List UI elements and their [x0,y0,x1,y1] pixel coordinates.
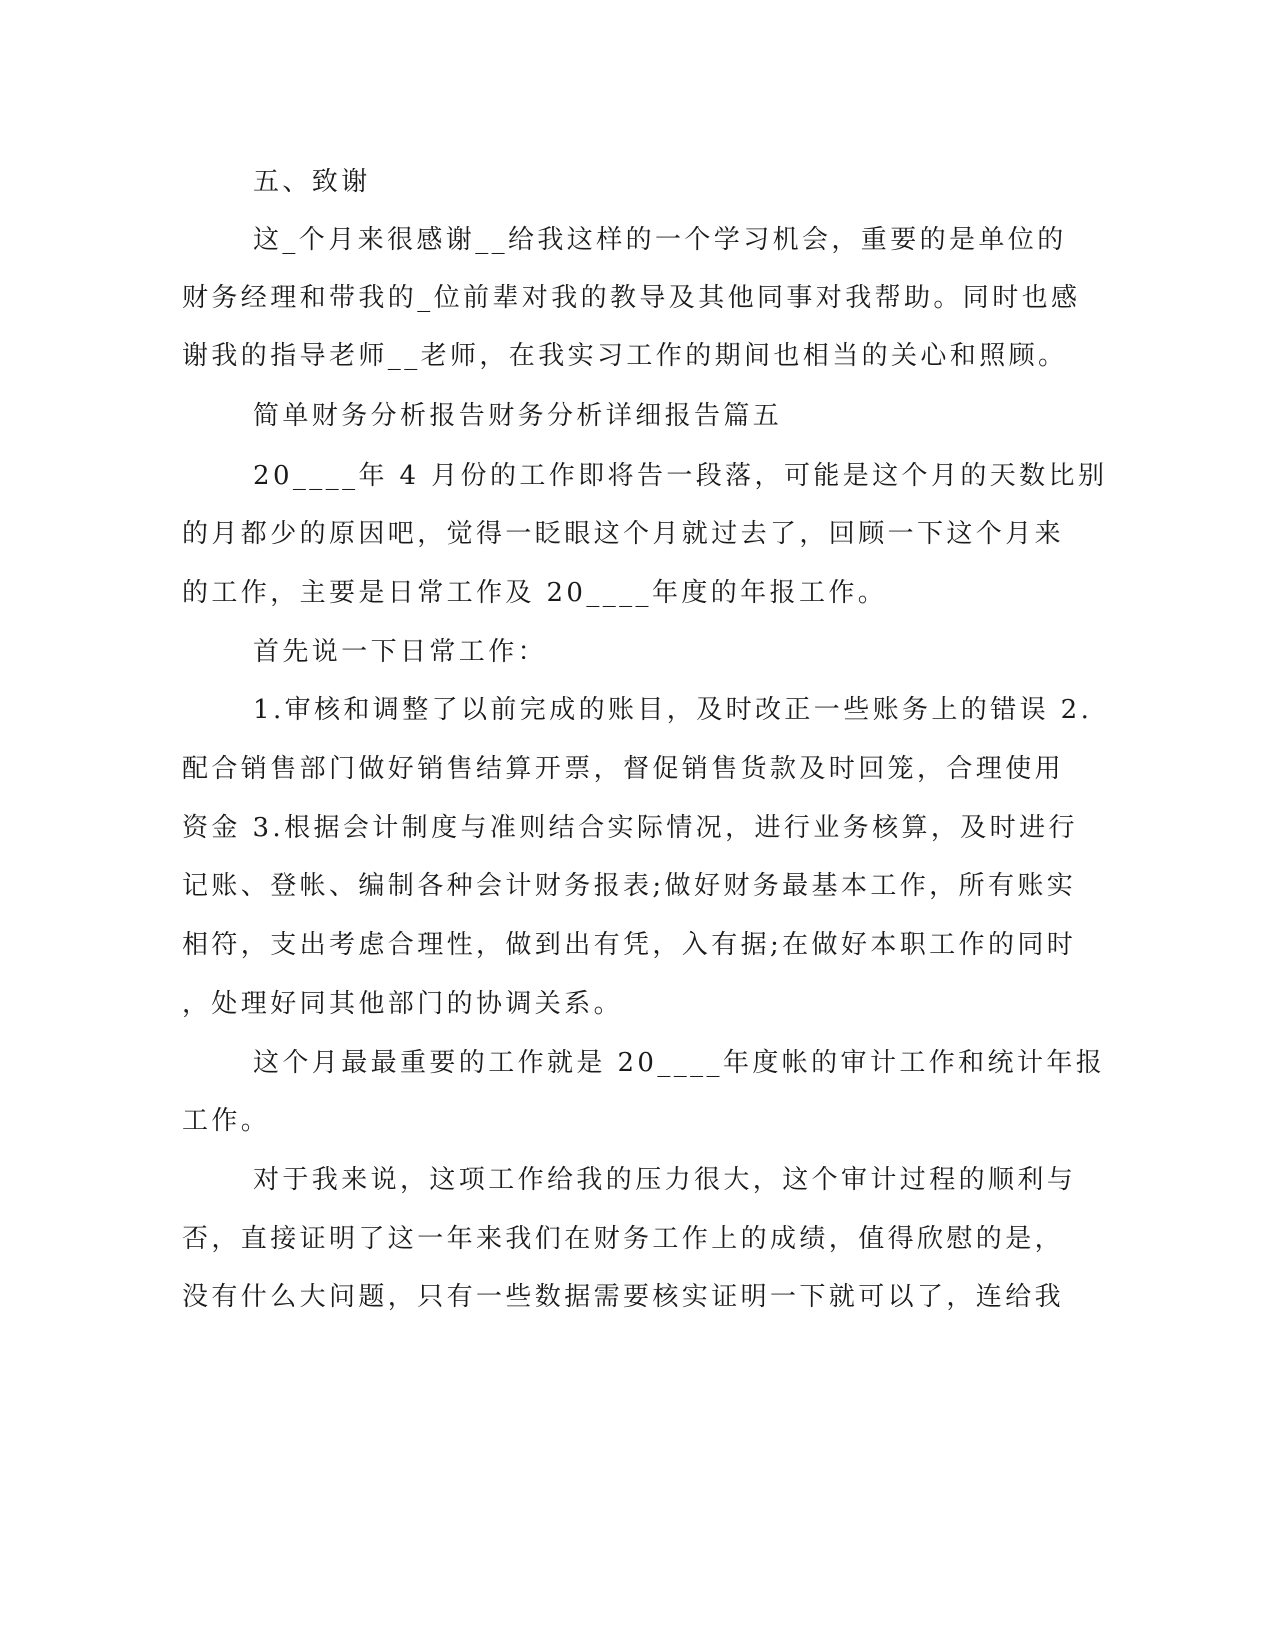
paragraph-line: 否，直接证明了这一年来我们在财务工作上的成绩，值得欣慰的是， [182,1224,1065,1254]
paragraph-line: 的工作，主要是日常工作及 20____年度的年报工作。 [182,578,888,608]
article-title: 简单财务分析报告财务分析详细报告篇五 [253,401,783,431]
paragraph-line: 工作。 [182,1106,271,1136]
paragraph-line: ，处理好同其他部门的协调关系。 [182,989,624,1019]
paragraph-line: 对于我来说，这项工作给我的压力很大，这个审计过程的顺利与 [253,1165,1077,1195]
paragraph-line: 这_个月来很感谢__给我这样的一个学习机会，重要的是单位的 [253,225,1067,255]
paragraph-line: 这个月最最重要的工作就是 20____年度帐的审计工作和统计年报 [253,1048,1106,1078]
section-heading-acknowledgement: 五、致谢 [253,167,371,197]
paragraph-line: 谢我的指导老师__老师，在我实习工作的期间也相当的关心和照顾。 [182,341,1068,371]
paragraph-line: 没有什么大问题，只有一些数据需要核实证明一下就可以了，连给我 [182,1282,1065,1312]
paragraph-line: 相符，支出考虑合理性，做到出有凭，入有据;在做好本职工作的同时 [182,930,1077,960]
paragraph-line: 记账、登帐、编制各种会计财务报表;做好财务最基本工作，所有账实 [182,871,1077,901]
paragraph-line: 首先说一下日常工作： [253,637,548,667]
paragraph-line: 20____年 4 月份的工作即将告一段落，可能是这个月的天数比别 [253,461,1108,491]
paragraph-line: 的月都少的原因吧，觉得一眨眼这个月就过去了，回顾一下这个月来 [182,519,1065,549]
paragraph-line: 配合销售部门做好销售结算开票，督促销售货款及时回笼，合理使用 [182,754,1065,784]
paragraph-line: 1.审核和调整了以前完成的账目，及时改正一些账务上的错误 2. [253,695,1093,725]
paragraph-line: 资金 3.根据会计制度与准则结合实际情况，进行业务核算，及时进行 [182,813,1078,843]
paragraph-line: 财务经理和带我的_位前辈对我的教导及其他同事对我帮助。同时也感 [182,283,1081,313]
